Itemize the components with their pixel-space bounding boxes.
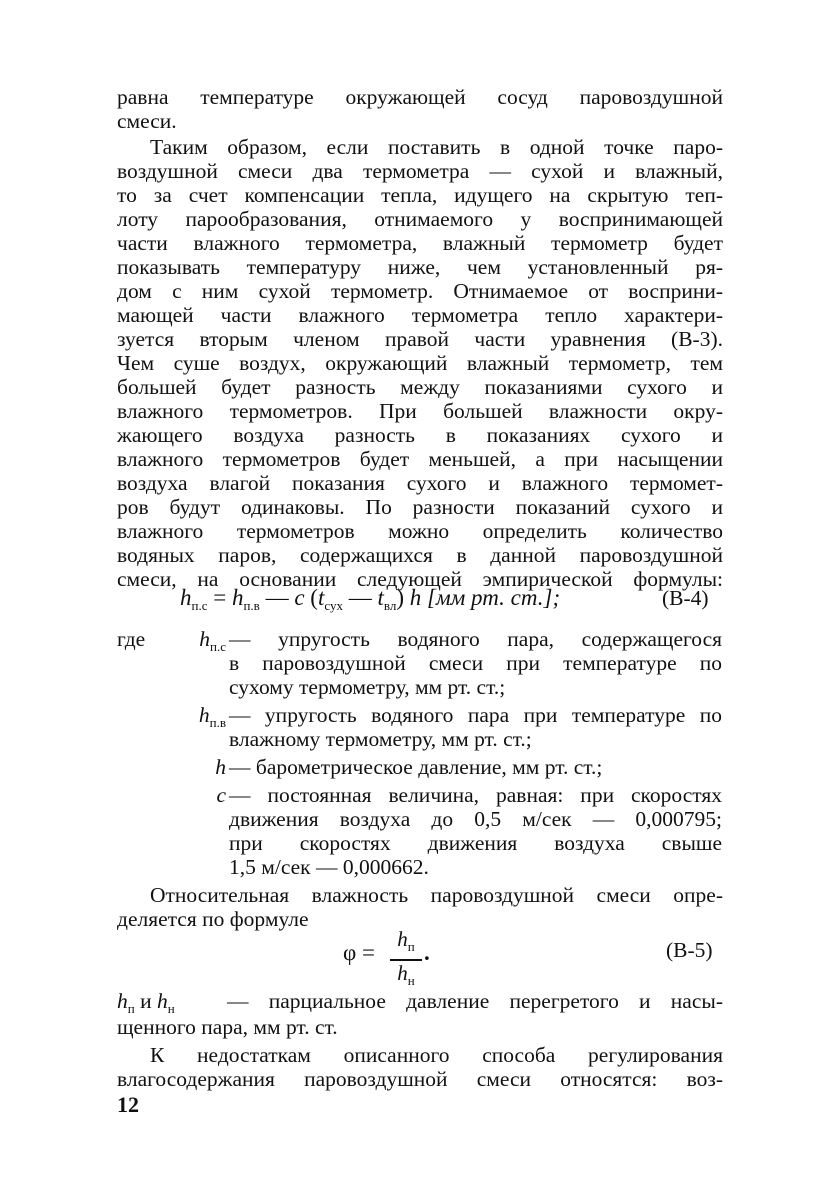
def-text: влажному термометру, мм рт. ст.; — [229, 727, 532, 751]
text-line: К недостаткам описанного способа регулирования — [150, 1043, 723, 1067]
text-line: влагосодержания паровоздушной смеси относятся: воз- — [117, 1067, 723, 1091]
def-text: — упругость водяного пара при температуре по — [229, 703, 722, 727]
hdef-symbols: $h_п$ и $h_н$ — [117, 989, 175, 1016]
text-line: влажного термометров можно определить количество — [117, 519, 723, 543]
text-line: части влажного термометра, влажный термометр будет — [117, 231, 723, 255]
def-symbol: h — [215, 755, 226, 779]
text-line: щенного пара, мм рт. ст. — [117, 1015, 338, 1039]
formula-b5-lhs: φ = — [343, 940, 375, 965]
text-line: воздушной смеси два термометра — сухой и влажный, — [117, 159, 723, 183]
def-text: — барометрическое давление, мм рт. ст.; — [229, 755, 603, 779]
text-line: — парциальное давление перегретого и насы- — [227, 989, 723, 1013]
def-text: при скоростях движения воздуха свыше — [229, 831, 722, 855]
def-text: в паровоздушной смеси при температуре по — [229, 651, 722, 675]
text-line: лоту парообразования, отнимаемого у воспринимающей — [117, 207, 723, 231]
text-line: влажного термометров. При большей влажности окру- — [117, 399, 723, 423]
text-line: равна температуре окружающей сосуд паровоздушной — [117, 85, 723, 109]
text-line: то за счет компенсации тепла, идущего на скрытую теп- — [117, 183, 723, 207]
text-line: Таким образом, если поставить в одной точке паро- — [150, 135, 723, 159]
where-label: где — [117, 627, 146, 651]
text-line: мающей части влажного термометра тепло характери- — [117, 303, 723, 327]
fraction: $h_п$ $h_н$ — [390, 928, 422, 992]
text-line: ров будут одинаковы. По разности показаний сухого и — [117, 495, 723, 519]
text-line: Чем суше воздух, окружающий влажный термометр, тем — [117, 351, 723, 375]
text-line: воздуха влагой показания сухого и влажного термомет- — [117, 471, 723, 495]
def-symbol: $h_{п.в}$ — [198, 703, 226, 730]
def-symbol: $h_{п.с}$ — [199, 627, 226, 654]
equation-number: (В-5) — [666, 938, 713, 962]
text-line: влажного термометров будет меньшей, а при насыщении — [117, 447, 723, 471]
text-line: Относительная влажность паровоздушной смеси опре- — [150, 883, 723, 907]
def-text: — постоянная величина, равная: при скоростях — [229, 783, 722, 807]
def-symbol: c — [216, 783, 226, 807]
def-text: сухому термометру, мм рт. ст.; — [229, 675, 506, 699]
page-number: 12 — [117, 1092, 139, 1117]
text-line: смеси, на основании следующей эмпирической формулы: — [117, 567, 723, 591]
equation-number: (В-4) — [662, 586, 709, 610]
def-text: — упругость водяного пара, содержащегося — [229, 627, 722, 651]
text-line: показывать температуру ниже, чем установленный ря- — [117, 255, 723, 279]
text-line: смеси. — [117, 109, 177, 133]
formula-period: . — [424, 940, 430, 965]
text-line: жающего воздуха разность в показаниях сухого и — [117, 423, 723, 447]
def-text: 1,5 м/сек — 0,000662. — [229, 855, 429, 879]
text-line: деляется по формуле — [117, 907, 309, 931]
text-line: водяных паров, содержащихся в данной паровоздушной — [117, 543, 723, 567]
text-line: большей будет разность между показаниями сухого и — [117, 375, 723, 399]
text-line: зуется вторым членом правой части уравнения (В-3). — [117, 327, 723, 351]
def-text: движения воздуха до 0,5 м/сек — 0,000795; — [229, 807, 722, 831]
text-line: дом с ним сухой термометр. Отнимаемое от восприни- — [117, 279, 723, 303]
formula-b4: $h_{п.с} = h_{п.в}$ — c ($t_{сух}$ — $t_{вл}$) h [мм рт. ст.]; — [180, 585, 561, 613]
